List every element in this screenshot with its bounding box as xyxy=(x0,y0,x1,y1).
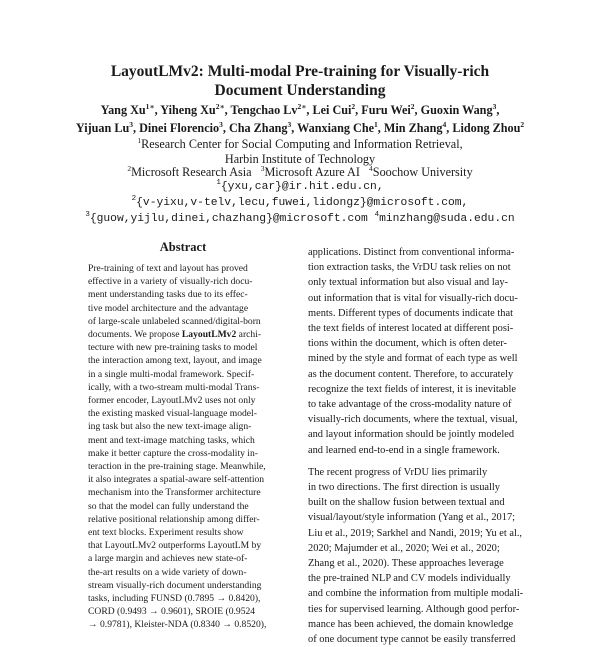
abstract-line: the-art results on a wide variety of down- xyxy=(88,566,247,578)
abstract-line: CORD (0.9493 → 0.9601), SROIE (0.9524 xyxy=(88,606,256,618)
author-name: Yang $Xu^{1∗}$, xyxy=(100,102,161,117)
author-name-text: Yiheng Xu xyxy=(160,103,216,117)
body-line xyxy=(308,458,533,465)
author-name: Furu Wei$^2$, xyxy=(361,102,421,117)
affiliation-2: Microsoft Research Asia xyxy=(131,165,252,179)
author-name-text: Wanxiang Che xyxy=(297,121,375,135)
author-name-text: Yang Xu xyxy=(100,103,146,117)
author-affiliation-mark: 3 xyxy=(287,120,292,129)
email-2-text: {v-yixu,v-telv,lecu,fuwei,lidongz}@microsoft.com, xyxy=(136,197,469,209)
abstract-line: documents. We propose LayoutLMv2 archi- xyxy=(88,329,262,341)
author-affiliation-mark: 1∗ xyxy=(145,102,155,111)
abstract-line: → 0.9781), Kleister-NDA (0.8340 → 0.8520), xyxy=(88,619,267,631)
affiliation-1-mark: 1 xyxy=(137,136,142,145)
author-name: Yiheng $Xu^{2∗}$, xyxy=(160,102,231,117)
abstract-line: mechanism into the Transformer architecture xyxy=(88,487,261,499)
abstract-line: stream visually-rich document understanding xyxy=(88,579,262,591)
body-line: to take advantage of the cross-modality nature of xyxy=(308,399,512,411)
author-affiliation-mark: 2∗ xyxy=(297,102,307,111)
email-3-mark: 3 xyxy=(85,211,90,219)
author-name: Tengchao $Lv^{2∗}$, xyxy=(230,102,313,117)
author-name-text: Lidong Zhou xyxy=(452,121,521,135)
abstract-line: in a single multi-modal framework. Specif- xyxy=(88,368,255,380)
title-line-2: Document Understanding xyxy=(214,82,386,99)
body-line: the pre-trained NLP and CV models individually xyxy=(308,573,511,585)
body-line: out information that is vital for visually-rich docu- xyxy=(308,292,518,304)
author-affiliation-mark: 2 xyxy=(410,102,415,111)
abstract-heading: Abstract xyxy=(159,240,207,254)
author-name-text: Lei Cui xyxy=(312,103,352,117)
body-line: applications. Distinct from conventional informa- xyxy=(308,247,515,258)
affiliation-2-mark: 2 xyxy=(127,164,132,173)
affiliation-4: Soochow University xyxy=(372,165,473,179)
title-line-1: LayoutLMv2: Multi-modal Pre-training for Visually-rich xyxy=(110,63,490,80)
affiliation-4-mark: 4 xyxy=(369,164,373,173)
author-name: Yijuan Lu$^3$, xyxy=(75,120,140,135)
author-name-text: Guoxin Wang xyxy=(420,103,493,117)
abstract-bold-term: LayoutLMv2 xyxy=(181,329,237,341)
author-name-text: Cha Zhang xyxy=(228,121,288,135)
affiliation-3-mark: 3 xyxy=(260,164,265,173)
abstract-line: tive model architecture and the advantage xyxy=(88,302,249,314)
body-line: built on the shallow fusion between textual and xyxy=(308,497,505,509)
author-name: Dinei Florencio$^3$, xyxy=(139,120,229,135)
paper-title xyxy=(0,62,600,100)
abstract-line: of large-scale unlabeled scanned/digital-born xyxy=(88,315,261,327)
author-affiliation-mark: 2∗ xyxy=(215,102,225,111)
author-line-2 xyxy=(0,119,600,137)
affiliation-1-line-2: Harbin Institute of Technology xyxy=(224,152,376,166)
author-affiliation-mark: 1 xyxy=(374,120,378,129)
body-line: the text fields of interest located at different posi- xyxy=(308,323,514,335)
abstract-line: the interaction among text, layout, and image xyxy=(88,355,262,367)
author-name-text: Yijuan Lu xyxy=(75,121,130,135)
intro-body-text xyxy=(308,245,533,647)
author-name: Guoxin Wang$^3$, xyxy=(420,102,500,117)
email-1-text: {yxu,car}@ir.hit.edu.cn, xyxy=(220,181,384,193)
abstract-line: make it better capture the cross-modality in- xyxy=(88,447,258,459)
abstract-line: relative positional relationship among differ- xyxy=(88,513,260,525)
abstract-line: ent text blocks. Experiment results show xyxy=(88,527,244,539)
body-line: Liu et al., 2019; Sarkhel and Nandi, 2019; Yu et al., xyxy=(308,527,523,539)
body-line: Zhang et al., 2020). These approaches leverage xyxy=(308,558,504,570)
author-name: Wanxiang Che$^1$, xyxy=(297,120,384,135)
body-line: as the document content. Therefore, to accurately xyxy=(308,368,514,380)
email-2-mark: 2 xyxy=(131,195,137,203)
abstract-line: ment understanding tasks due to its effec- xyxy=(88,289,248,301)
author-affiliation-mark: 3 xyxy=(219,120,223,129)
body-line: tions within the document, which is often deter- xyxy=(308,338,507,350)
body-line: visually-rich documents, where the textual, visual, xyxy=(308,414,518,426)
body-line: mance has been achieved, the domain knowledge xyxy=(308,618,514,630)
abstract-line: effective in a variety of visually-rich docu- xyxy=(88,276,253,288)
author-name: Lei Cui$^2$, xyxy=(312,102,362,117)
body-line: and combine the information from multiple modali- xyxy=(308,588,524,600)
author-affiliation-mark: 4 xyxy=(442,120,447,129)
author-name-text: Tengchao Lv xyxy=(230,103,298,117)
author-name: Min Zhang$^4$, xyxy=(383,120,453,135)
email-4-mark: 4 xyxy=(374,211,380,219)
author-affiliation-mark: 3 xyxy=(492,102,497,111)
abstract-line: the existing masked visual-language model- xyxy=(88,408,257,420)
abstract-line: tecture with new pre-training tasks to model xyxy=(88,342,258,354)
abstract-line: ing task but also the new text-image align- xyxy=(88,421,252,433)
abstract-line: ically, with a two-stream multi-modal Trans- xyxy=(88,381,260,393)
author-affiliation-mark: 2 xyxy=(520,120,525,129)
abstract-line: it also integrates a spatial-aware self-attention xyxy=(88,474,265,486)
abstract-line: that LayoutLMv2 outperforms LayoutLM by xyxy=(88,540,262,552)
email-1 xyxy=(0,179,600,195)
author-affiliation-mark: 3 xyxy=(129,120,133,129)
body-line: 2020; Majumder et al., 2020; Wei et al., 2020; xyxy=(308,542,500,554)
body-line: only textual information but also visual and lay- xyxy=(308,277,508,289)
author-name xyxy=(452,121,524,135)
body-line: in two directions. The first direction is usually xyxy=(308,482,501,494)
author-list xyxy=(0,101,600,137)
body-line: tion extraction tasks, the VrDU task relies on not xyxy=(308,262,511,274)
email-1-mark: 1 xyxy=(216,179,221,187)
abstract-body xyxy=(88,262,276,632)
body-line: visual/layout/style information (Yang et al., 2017; xyxy=(308,512,516,524)
abstract-line: ment and text-image matching tasks, which xyxy=(88,434,255,446)
body-line: The recent progress of VrDU lies primarily xyxy=(308,466,488,478)
author-line-1 xyxy=(0,101,600,119)
body-line: and layout information should be jointly modeled xyxy=(308,429,515,441)
email-2 xyxy=(0,195,600,211)
affiliation-3: Microsoft Azure AI xyxy=(264,165,360,179)
author-name: Cha Zhang$^3$, xyxy=(228,120,298,135)
email-3 xyxy=(0,211,600,227)
author-name-text: Dinei Florencio xyxy=(139,121,220,135)
affiliation-row xyxy=(0,165,600,180)
abstract-line: so that the model can fully understand the xyxy=(88,500,249,512)
abstract-line: a large margin and achieves new state-of- xyxy=(88,553,248,565)
email-4-text: minzhang@suda.edu.cn xyxy=(379,213,515,225)
affiliation-1 xyxy=(0,137,600,167)
author-name-text: Min Zhang xyxy=(383,121,443,135)
email-3-text: {guow,yijlu,dinei,chazhang}@microsoft.com xyxy=(89,213,368,225)
body-line: mined by the style and format of each type as well xyxy=(308,353,518,365)
body-line: ments. Different types of documents indicate that xyxy=(308,307,513,319)
author-name-text: Furu Wei xyxy=(361,103,411,117)
abstract-line: teraction in the pre-training stage. Meanwhile, xyxy=(88,461,266,473)
body-line: recognize the text fields of interest, it is inevitable xyxy=(308,383,517,395)
body-line: of one document type cannot be easily transferred xyxy=(308,634,516,646)
body-line: ties for supervised learning. Although good perfor- xyxy=(308,603,520,615)
author-affiliation-mark: 2 xyxy=(351,102,356,111)
abstract-line: former encoder, LayoutLMv2 uses not only xyxy=(88,395,256,407)
abstract-line: Pre-training of text and layout has proved xyxy=(88,263,248,274)
abstract-line: tasks, including FUNSD (0.7895 → 0.8420), xyxy=(88,593,261,605)
body-line: and learned end-to-end in a single framework. xyxy=(308,444,500,456)
affiliation-1-line-1: Research Center for Social Computing and Information Retrieval, xyxy=(141,137,463,151)
